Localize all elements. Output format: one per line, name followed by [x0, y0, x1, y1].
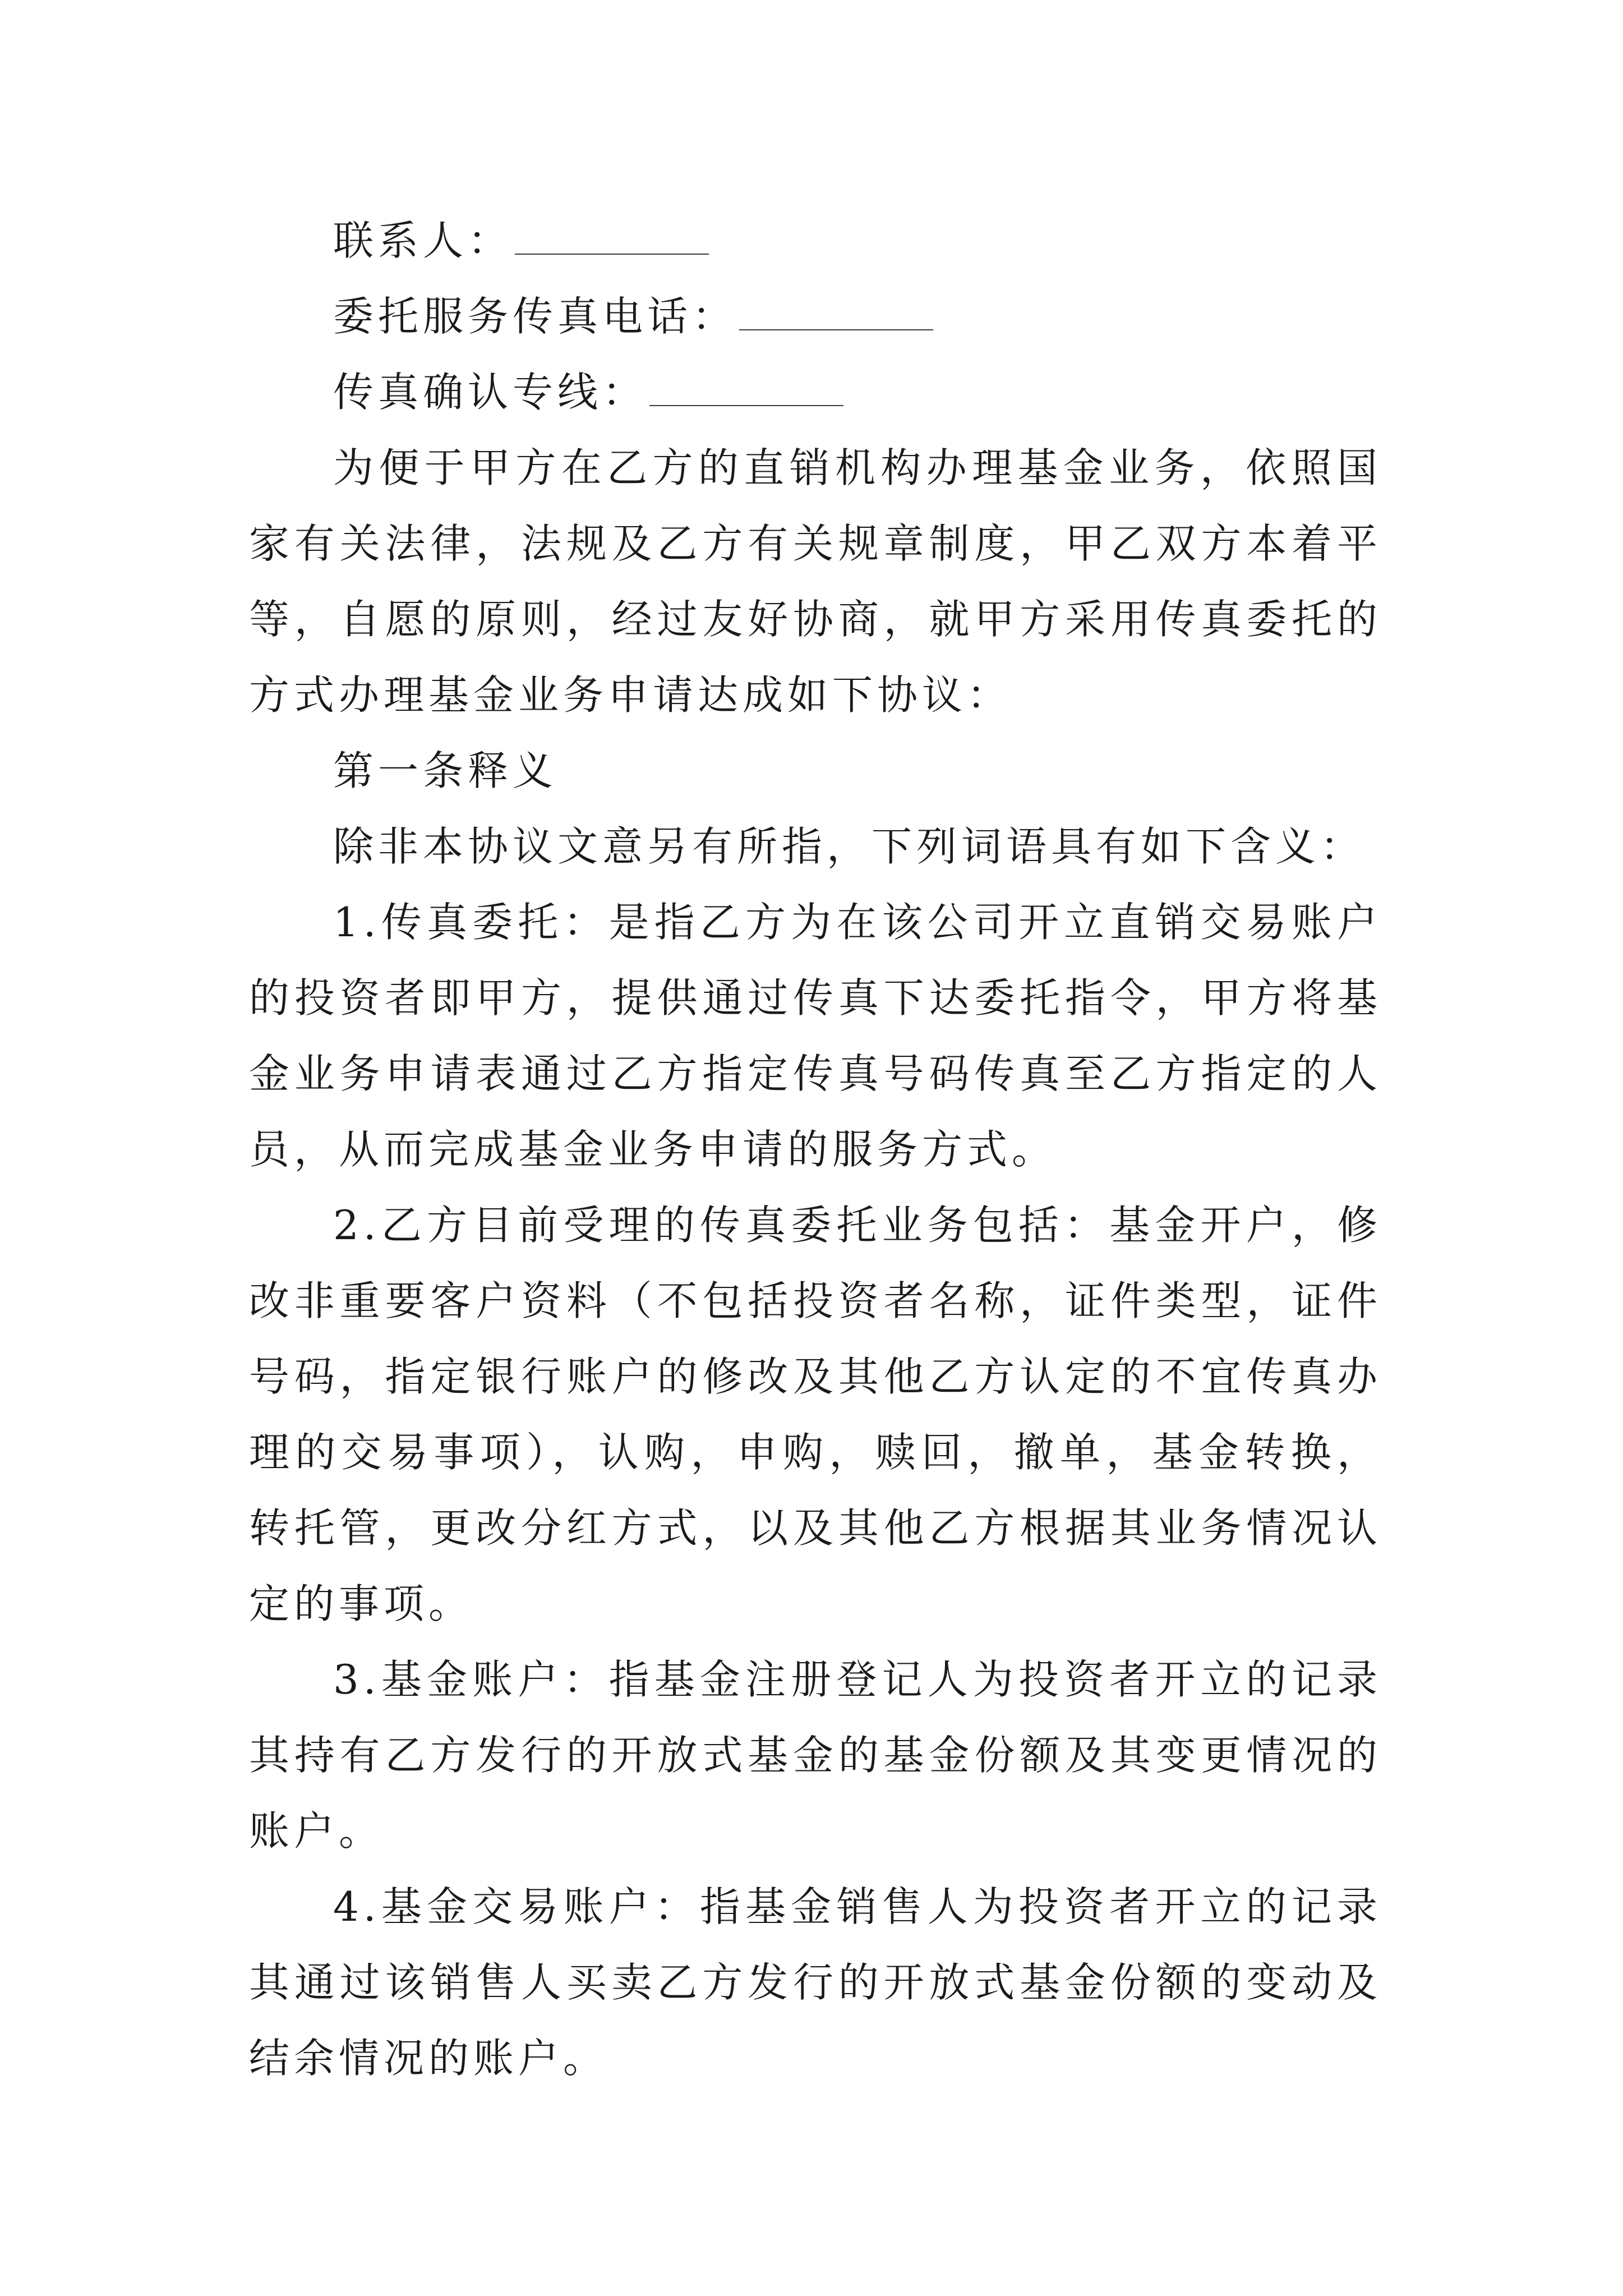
- fax-phone-field: [249, 279, 1382, 355]
- intro-paragraph: 为便于甲方在乙方的直销机构办理基金业务，依照国家有关法律，法规及乙方有关规章制度，甲乙双方本着平等，自愿的原则，经过友好协商，就甲方采用传真委托的方式办理基金业务申请达成如下协议：: [249, 444, 1382, 719]
- document-body: [249, 203, 1382, 2096]
- definition-4-paragraph: 4.基金交易账户：指基金销售人为投资者开立的记录其通过该销售人买卖乙方发行的开放式基金份额的变动及结余情况的账户。: [249, 1883, 1382, 2082]
- fax-confirm-line-label: 传真确认专线：: [333, 369, 648, 416]
- contact-person-field: [249, 203, 1382, 279]
- definitions-lead-paragraph: 除非本协议文意另有所指，下列词语具有如下含义：: [333, 823, 1366, 870]
- article-1-heading: 第一条释义: [333, 747, 558, 794]
- contact-person-blank: [515, 254, 709, 255]
- definition-1-paragraph: 1.传真委托：是指乙方为在该公司开立直销交易账户的投资者即甲方，提供通过传真下达委托指令，甲方将基金业务申请表通过乙方指定传真号码传真至乙方指定的人员，从而完成基金业务申请的服务方式。: [249, 899, 1382, 1173]
- fax-confirm-line-blank: [649, 405, 843, 406]
- definition-3-paragraph: 3.基金账户：指基金注册登记人为投资者开立的记录其持有乙方发行的开放式基金的基金份额及其变更情况的账户。: [249, 1656, 1382, 1855]
- definition-2-paragraph: 2.乙方目前受理的传真委托业务包括：基金开户，修改非重要客户资料（不包括投资者名称，证件类型，证件号码，指定银行账户的修改及其他乙方认定的不宜传真办理的交易事项），认购，申购，赎回，撤单，基金转换，转托管，更改分红方式，以及其他乙方根据其业务情况认定的事项。: [249, 1202, 1382, 1627]
- contact-person-label: 联系人：: [333, 217, 513, 264]
- fax-phone-label: 委托服务传真电话：: [333, 293, 737, 340]
- fax-phone-blank: [739, 329, 933, 330]
- fax-confirm-line-field: [249, 355, 1382, 430]
